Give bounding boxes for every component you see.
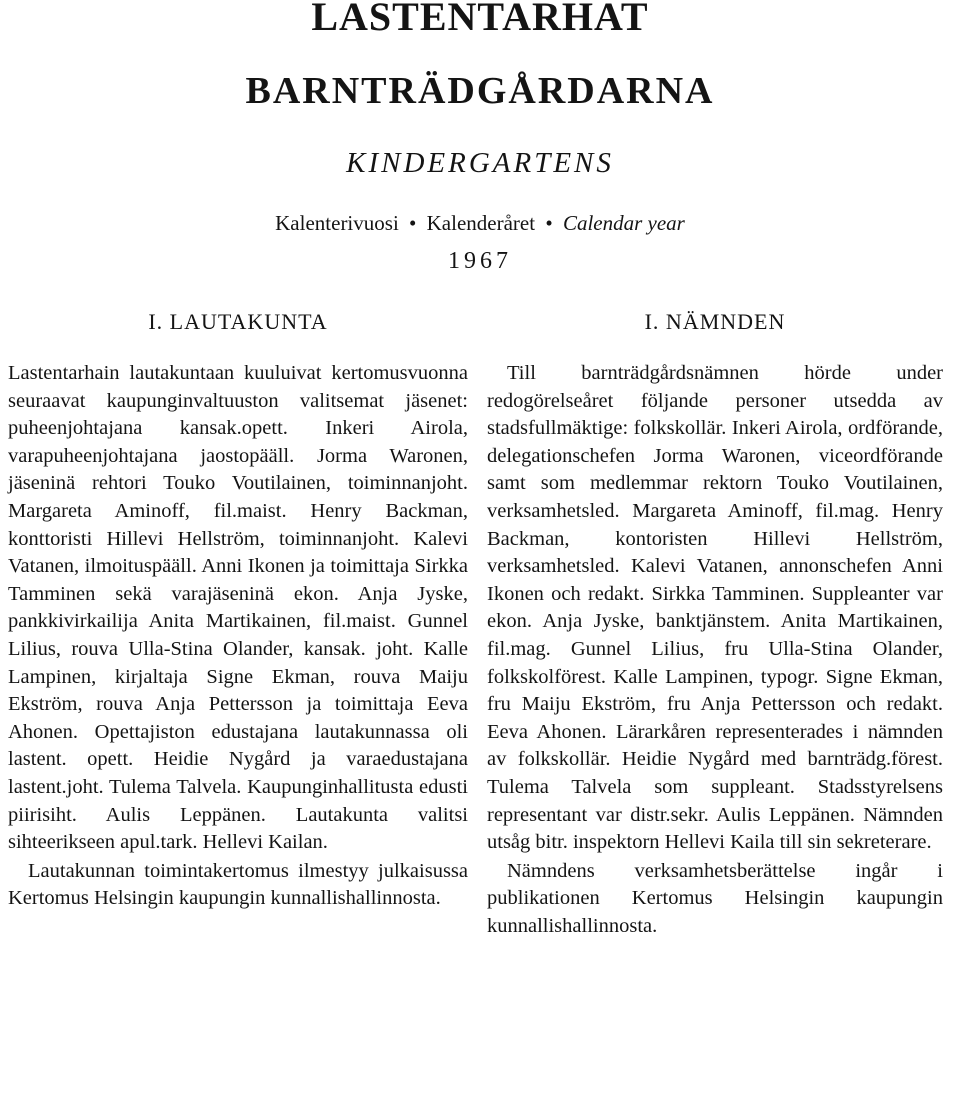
finnish-column: [8, 306, 468, 913]
page-title-swedish: BARNTRÄDGÅRDARNA: [245, 70, 715, 112]
body-paragraph: Lautakunnan toimintakertomus ilmestyy julkaisussa Kertomus Helsingin kaupungin kunnallishallinnosta.: [8, 859, 468, 910]
page-title-english: KINDERGARTENS: [346, 147, 614, 179]
separator-dot: •: [545, 211, 553, 235]
body-paragraph: Lastentarhain lautakuntaan kuuluivat kertomusvuonna seuraavat kaupunginvaltuuston valitsemat jäsenet: puheenjohtajana kansak.opett. Inkeri Airola, varapuheenjohtajana jaostopääll. Jorma Waronen, jäseninä rehtori Touko Voutilainen, toiminnanjoht. Margareta Aminoff, fil.maist. Henry Backman, konttoristi Hillevi Hellström, toiminnanjoht. Kalevi Vatanen, ilmoituspääll. Anni Ikonen ja toimittaja Sirkka Tamminen sekä varajäseninä ekon. Anja Jyske, pankkivirkailija Anita Martikainen, fil.maist. Gunnel Lilius, rouva Ulla-Stina Olander, kansak. joht. Kalle Lampinen, kirjaltaja Signe Ekman, rouva Maiju Ekström, rouva Anja Pettersson ja toimittaja Eeva Ahonen. Opettajiston edustajana lautakunnassa oli lastent. opett. Heidie Nygård ja varaedustajana lastent.joht. Tulema Talvela. Kaupunginhallitusta edusti piirisiht. Aulis Leppänen. Lautakunta valitsi sihteerikseen apul.tark. Hellevi Kailan.: [8, 362, 468, 854]
calendar-label-english: Calendar year: [562, 211, 685, 235]
separator-dot: •: [409, 211, 417, 235]
section-heading-swedish: I. NÄMNDEN: [644, 309, 786, 334]
calendar-label-finnish: Kalenterivuosi: [275, 211, 399, 235]
swedish-column: [487, 306, 943, 940]
body-paragraph: Nämndens verksamhetsberättelse ingår i publikationen Kertomus Helsingin kaupungin kunnallishallinnosta.: [487, 859, 943, 937]
calendar-year-line: [0, 208, 960, 238]
section-heading-finnish: I. LAUTAKUNTA: [148, 309, 328, 334]
body-paragraph: Till barnträdgårdsnämnen hörde under redogörelseåret följande personer utsedda av stadsfullmäktige: folkskollär. Inkeri Airola, ordförande, delegationschefen Jorma Waronen, viceordförande samt som medlemmar rektorn Touko Voutilainen, verksamhetsled. Margareta Aminoff, fil.mag. Henry Backman, kontoristen Hillevi Hellström, verksamhetsled. Kalevi Vatanen, annonschefen Anni Ikonen och redakt. Sirkka Tamminen. Suppleanter var ekon. Anja Jyske, banktjänstem. Anita Martikainen, fil.mag. Gunnel Lilius, fru Ulla-Stina Olander, folkskolförest. Kalle Lampinen, typogr. Signe Ekman, fru Maiju Ekström, fru Anja Pettersson och redakt. Eeva Ahonen. Lärarkåren representerades i nämnden av folkskollär. Heidie Nygård med barnträdg.förest. Tulema Talvela som suppleant. Stadsstyrelsens representant var distr.sekr. Aulis Leppänen. Nämnden utsåg bitr. inspektorn Hellevi Kaila till sin sekreterare.: [487, 362, 943, 854]
page-title-finnish: LASTENTARHAT: [311, 0, 649, 39]
calendar-label-swedish: Kalenderåret: [426, 211, 536, 235]
year: 1967: [448, 248, 512, 274]
